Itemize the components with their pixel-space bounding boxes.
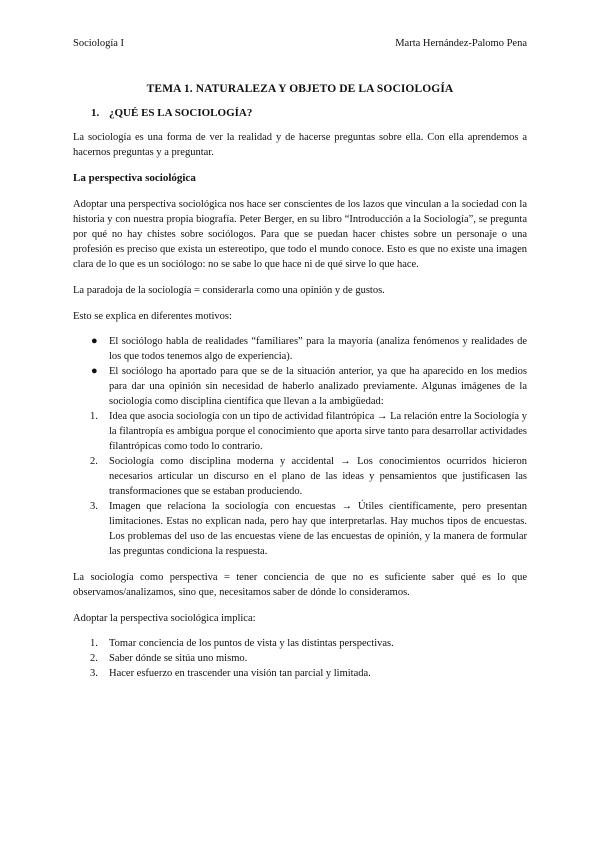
list-item-text: Idea que asocia sociología con un tipo de actividad filantrópica → La relación entre la Sociología y la filantropía es ambigua porque el conocimiento que aporta sirve tanto para desarrollar actividades filantrópicas como todo lo contrario. <box>109 411 527 452</box>
list-number: 2. <box>90 456 98 467</box>
paragraph-implies: Adoptar la perspectiva sociológica implica: <box>73 613 256 624</box>
paragraph-reasons: Esto se explica en diferentes motivos: <box>73 311 232 322</box>
list-item-text: El sociólogo ha aportado para que se de la situación anterior, ya que ha aparecido en los medios para dar una opinión sin necesidad de haberlo analizado previamente. Algunas imágenes de la sociología como disciplina científica que llevan a la ambigüedad: <box>109 366 527 407</box>
list-number: 1. <box>90 638 98 649</box>
list-number: 1. <box>90 411 98 422</box>
list-item-text: Hacer esfuerzo en trascender una visión tan parcial y limitada. <box>109 668 371 679</box>
list-item-text: Imagen que relaciona la sociología con encuestas → Útiles científicamente, pero presentan limitaciones. Estas no explican nada, pero hay que interpretarlas. Hay muchos tipos de encuestas. Los problemas del uso de las encuestas viene de las encuestas de opinión, y la manera de formular las preguntas condiciona la respuesta. <box>109 501 527 557</box>
list-item <box>73 651 527 666</box>
images-numbered-list <box>73 409 527 559</box>
bullet-marker: ● <box>91 335 98 347</box>
list-item <box>73 334 527 364</box>
list-item <box>73 454 527 499</box>
section-number: 1. <box>91 107 100 119</box>
list-item-text: Saber dónde se sitúa uno mismo. <box>109 653 248 664</box>
list-item <box>73 636 527 651</box>
list-number: 3. <box>90 668 98 679</box>
document-body <box>73 82 527 681</box>
paragraph-berger: Adoptar una perspectiva sociológica nos hace ser conscientes de los lazos que vinculan a la sociedad con la historia y con nuestra propia biografía. Peter Berger, en su libro “Introducción a la Sociología”, se pregunta por qué no hay chistes sobre sociólogos. Para que se puedan hacer chistes sobre un personaje o una profesión es preciso que exista un estereotipo, que todo el mundo conoce. Esto es que no existe una imagen clara de lo que es un sociólogo: no se sabe lo que hace ni de qué sirve lo que hace. <box>73 199 527 270</box>
list-item-text: El sociólogo habla de realidades “familiares” para la mayoría (analiza fenómenos y realidades de los que todos tenemos algo de experiencia). <box>109 336 527 362</box>
list-item-text: Tomar conciencia de los puntos de vista y las distintas perspectivas. <box>109 638 394 649</box>
paragraph-paradox: La paradoja de la sociología = considerarla como una opinión y de gustos. <box>73 285 385 296</box>
section-title: ¿QUÉ ES LA SOCIOLOGÍA? <box>109 107 253 119</box>
list-item <box>73 499 527 559</box>
intro-paragraph: La sociología es una forma de ver la realidad y de hacerse preguntas sobre ella. Con ella aprendemos a hacernos preguntas y a preguntar. <box>73 132 527 158</box>
list-item <box>73 364 527 409</box>
header-course: Sociología I <box>73 38 125 49</box>
bullet-marker: ● <box>91 365 98 377</box>
list-item <box>73 409 527 454</box>
section-heading <box>73 106 527 124</box>
list-item-text: Sociología como disciplina moderna y accidental → Los conocimientos ocurridos hicieron necesarios articular un discurso en el plano de las ideas y pensamientos que justificasen las transformaciones que se estaban produciendo. <box>109 456 527 497</box>
list-item <box>73 666 527 681</box>
list-number: 2. <box>90 653 98 664</box>
page-title: TEMA 1. NATURALEZA Y OBJETO DE LA SOCIOLOGÍA <box>146 83 454 95</box>
subheading-perspective: La perspectiva sociológica <box>73 172 196 184</box>
implies-numbered-list <box>73 636 527 681</box>
header-author: Marta Hernández-Palomo Pena <box>395 38 527 49</box>
reasons-bullet-list <box>73 334 527 409</box>
list-number: 3. <box>90 501 98 512</box>
paragraph-perspective-definition: La sociología como perspectiva = tener conciencia de que no es suficiente saber qué es lo que observamos/analizamos, sino que, necesitamos saber de dónde lo consideramos. <box>73 572 527 598</box>
